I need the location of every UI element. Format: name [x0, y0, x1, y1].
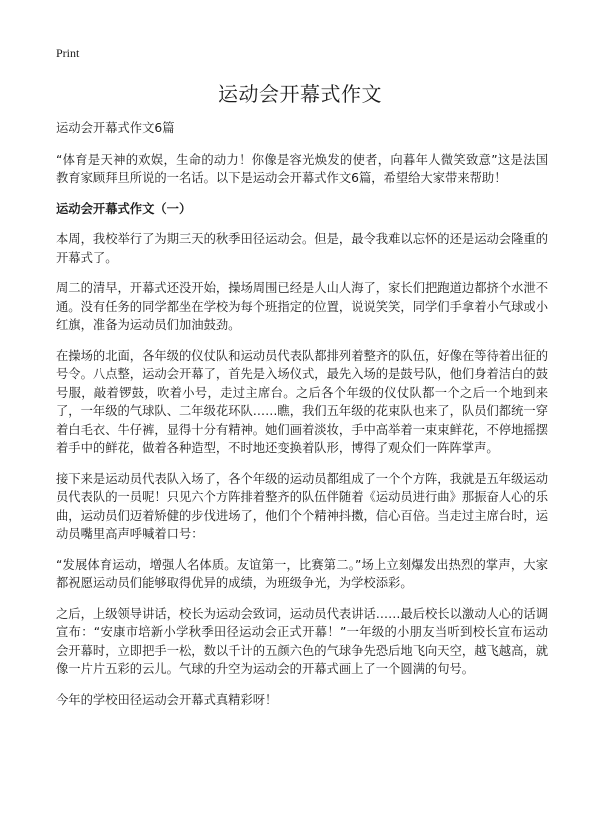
- body-paragraph: 在操场的北面，各年级的仪仗队和运动员代表队都排列着整齐的队伍，好像在等待着出征的号令。八点整，运动会开幕了，首先是入场仪式，最先入场的是鼓号队，他们身着洁白的鼓号服，敲着锣鼓，吹着小号，走过主席台。之后各个年级的仪仗队都一个之后一个地到来了，一年级的气球队、二年级花环队……瞧，我们五年级的花束队也来了，队员们都统一穿着白毛衣、牛仔裤，显得十分有精神。她们画着淡妆，手中高举着一束束鲜花，不停地摇摆着手中的鲜花，做着各种造型，不时地还变换着队形，博得了观众们一阵阵掌声。: [56, 348, 548, 455]
- body-paragraph: 接下来是运动员代表队入场了，各个年级的运动员都组成了一个个方阵，我就是五年级运动员代表队的一员呢！只见六个方阵排着整齐的队伍伴随着《运动员进行曲》那振奋人心的乐曲，运动员们迈着矫健的步伐进场了，他们个个精神抖擞，信心百倍。当走过主席台时，运动员嘴里高声呼喊着口号：: [56, 471, 548, 541]
- article-body: [56, 119, 548, 721]
- intro-paragraph: “体育是天神的欢娱，生命的动力！你像是容光焕发的使者，向暮年人微笑致意”这是法国教育家顾拜旦所说的一名话。以下是运动会开幕式作文6篇，希望给大家带来帮助！: [56, 152, 548, 185]
- section-heading: 运动会开幕式作文（一）: [56, 201, 192, 216]
- print-link[interactable]: Print: [56, 46, 80, 60]
- body-paragraph: “发展体育运动，增强人名体质。友谊第一，比赛第二。”场上立刻爆发出热烈的掌声，大家都祝愿运动员们能够取得优异的成绩，为班级争光，为学校添彩。: [56, 557, 548, 590]
- body-paragraph: 本周，我校举行了为期三天的秋季田径运动会。但是，最令我难以忘怀的还是运动会隆重的开幕式了。: [56, 232, 548, 265]
- body-paragraph: 周二的清早，开幕式还没开始，操场周围已经是人山人海了，家长们把跑道边都挤个水泄不通。没有任务的同学都坐在学校为每个班指定的位置，说说笑笑，同学们手拿着小气球或小红旗，准备为运动员们加油鼓劲。: [56, 281, 548, 332]
- closing-paragraph: 今年的学校田径运动会开幕式真精彩呀！: [56, 692, 278, 707]
- article-title: 运动会开幕式作文: [218, 82, 382, 106]
- body-paragraph: 之后，上级领导讲话，校长为运动会致词，运动员代表讲话……最后校长以激动人心的话调宣布：“安康市培新小学秋季田径运动会正式开幕！”一年级的小朋友当听到校长宣布运动会开幕时，立即把手一松，数以千计的五颜六色的气球争先恐后地飞向天空，越飞越高，就像一片片五彩的云儿。气球的升空为运动会的开幕式画上了一个圆满的句号。: [56, 606, 548, 676]
- article-subtitle: 运动会开幕式作文6篇: [56, 121, 175, 135]
